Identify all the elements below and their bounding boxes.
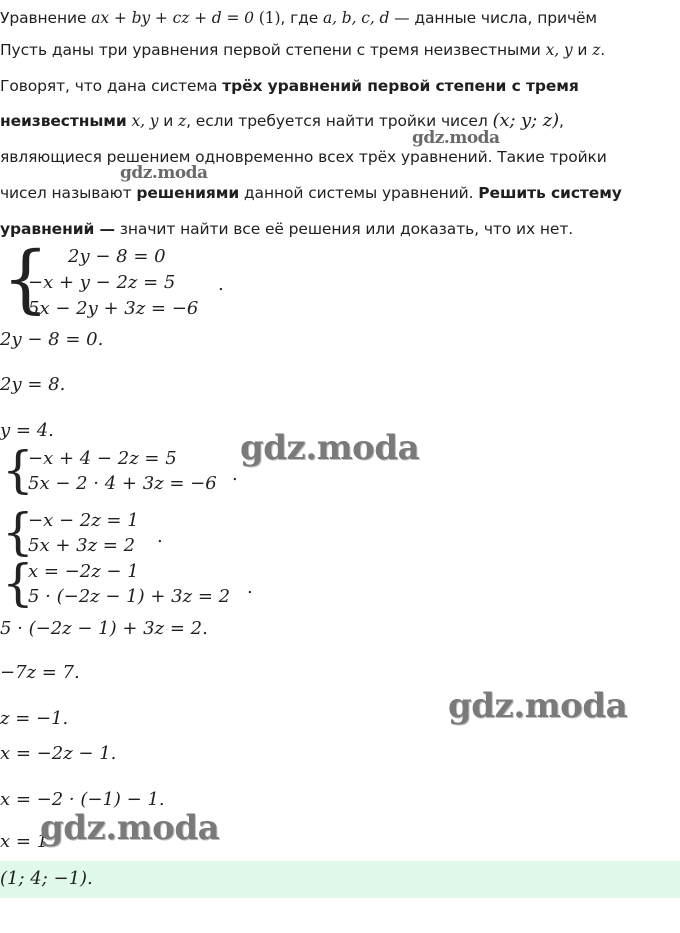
system-4: [0, 554, 270, 612]
text-line-6: чисел называют решениями данной системы уравнений. Решить систему: [0, 184, 622, 202]
system-3-period: .: [157, 526, 163, 547]
text-line-3: Говорят, что дана система трёх уравнений первой степени с тремя: [0, 77, 579, 95]
system-2-brace: {: [2, 441, 34, 499]
text-line-1: Уравнение ax + by + cz + d = 0 (1), где a, b, c, d — данные числа, причём: [0, 9, 598, 27]
system-3-row-1: −x − 2z = 1: [28, 510, 139, 531]
system-4-row-1: x = −2z − 1: [28, 561, 139, 582]
watermark-3: gdz.moda: [240, 428, 420, 468]
step-9: x = 1.: [0, 831, 54, 852]
watermark-1: gdz.moda: [412, 128, 500, 148]
step-2: 2y = 8.: [0, 374, 66, 395]
step-6: z = −1.: [0, 708, 69, 729]
system-4-brace: {: [2, 554, 34, 612]
system-3-brace: {: [2, 503, 34, 561]
system-2-period: .: [232, 464, 238, 485]
system-3: [0, 503, 200, 561]
step-3: y = 4.: [0, 420, 54, 441]
step-1: 2y − 8 = 0.: [0, 329, 104, 350]
text-line-7: уравнений — значит найти все её решения или доказать, что их нет.: [0, 220, 574, 238]
watermark-5: gdz.moda: [40, 808, 220, 848]
watermark-4: gdz.moda: [448, 686, 628, 726]
system-3-row-2: 5x + 3z = 2: [28, 535, 136, 556]
system-1-period: .: [218, 274, 224, 295]
watermark-2: gdz.moda: [120, 163, 208, 183]
system-1-row-1: 2y − 8 = 0: [68, 246, 166, 267]
system-1-row-3: 5x − 2y + 3z = −6: [28, 298, 199, 319]
system-1-brace: {: [2, 236, 50, 322]
system-2-row-2: 5x − 2 · 4 + 3z = −6: [28, 473, 217, 494]
step-8: x = −2 · (−1) − 1.: [0, 789, 165, 810]
system-4-period: .: [247, 577, 253, 598]
system-4-row-2: 5 · (−2z − 1) + 3z = 2: [28, 586, 231, 607]
step-5: −7z = 7.: [0, 662, 80, 683]
system-2: [0, 441, 260, 499]
system-1: [0, 236, 260, 324]
system-2-row-1: −x + 4 − 2z = 5: [28, 448, 177, 469]
system-1-row-2: −x + y − 2z = 5: [28, 272, 176, 293]
answer-text: (1; 4; −1).: [0, 868, 93, 889]
answer-box: [0, 861, 680, 898]
text-line-5: являющиеся решением одновременно всех трёх уравнений. Такие тройки: [0, 148, 607, 166]
step-7: x = −2z − 1.: [0, 743, 117, 764]
step-4: 5 · (−2z − 1) + 3z = 2.: [0, 618, 208, 639]
text-line-4: неизвестными x, y и z, если требуется найти тройки чисел (x; y; z),: [0, 110, 564, 131]
text-line-2: Пусть даны три уравнения первой степени с тремя неизвестными x, y и z.: [0, 41, 606, 59]
